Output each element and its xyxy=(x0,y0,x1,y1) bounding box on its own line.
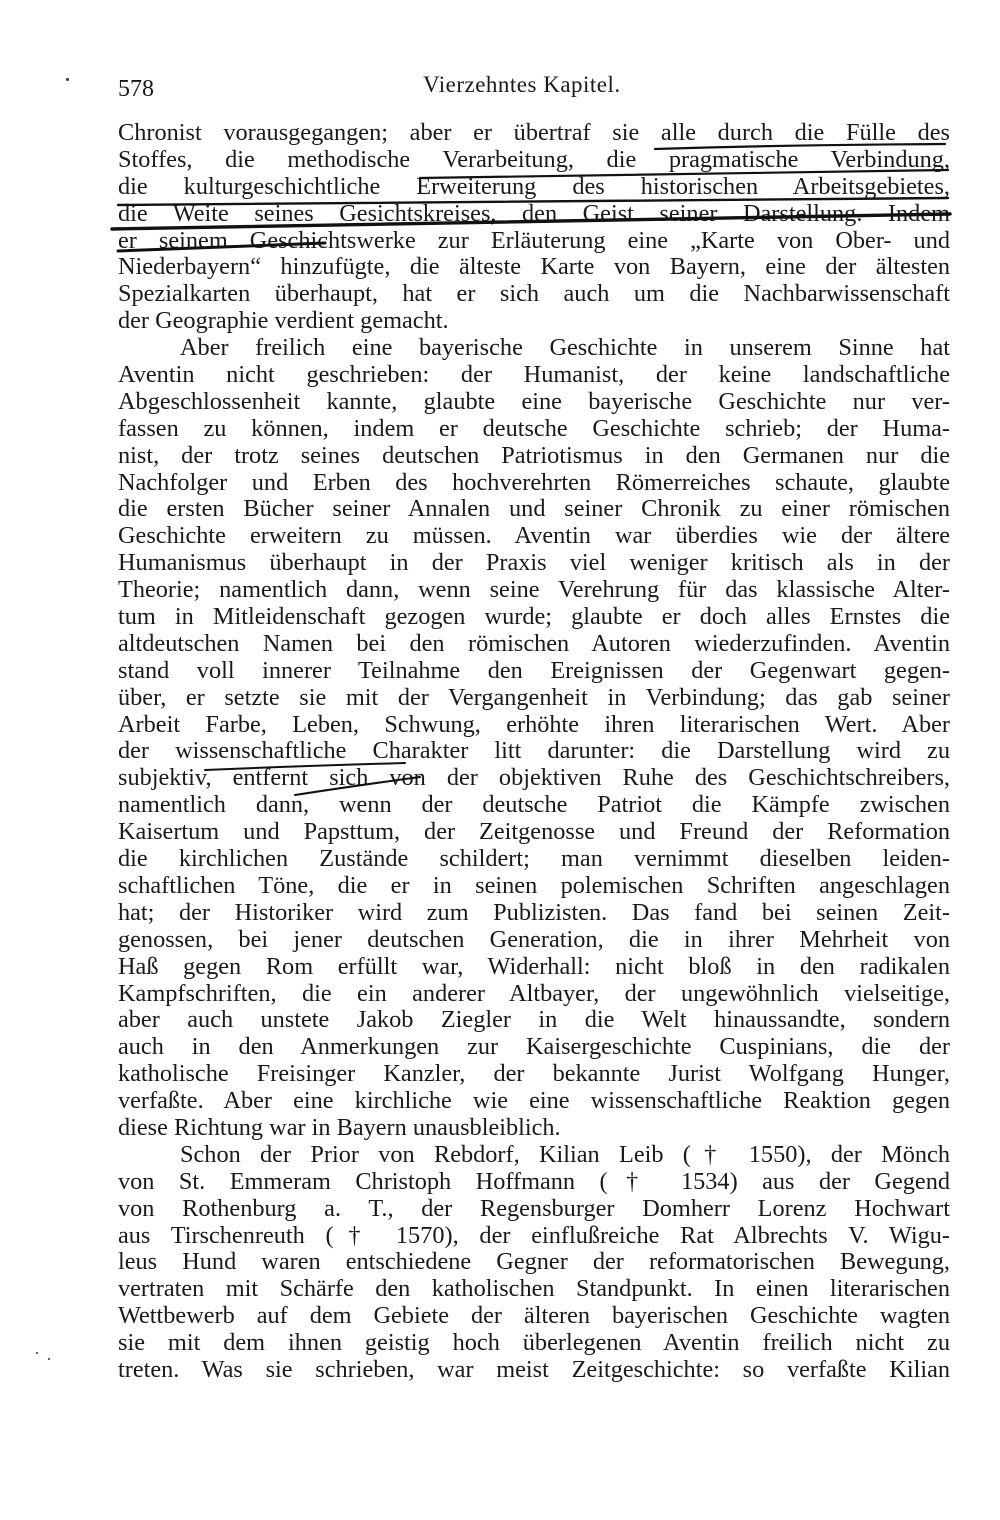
text-line: namentlich dann, wenn der deutsche Patriot die Kämpfe zwischen xyxy=(118,791,950,819)
text-line: genossen, bei jener deutschen Generation, die in ihrer Mehrheit von xyxy=(118,925,950,953)
text-line: Abgeschlossenheit kannte, glaubte eine bayerische Geschichte nur ver- xyxy=(118,387,950,415)
scan-speck xyxy=(36,1352,38,1354)
page-header xyxy=(118,72,948,106)
text-line: Kampfschriften, die ein anderer Altbayer, der ungewöhnlich vielseitige, xyxy=(118,979,950,1007)
text-line: tum in Mitleidenschaft gezogen wurde; glaubte er doch alles Ernstes die xyxy=(118,603,950,631)
text-line: die ersten Bücher seiner Annalen und seiner Chronik zu einer römischen xyxy=(118,495,950,523)
text-line: Aber freilich eine bayerische Geschichte in unserem Sinne hat xyxy=(180,334,950,362)
text-line: sie mit dem ihnen geistig hoch überlegenen Aventin freilich nicht zu xyxy=(118,1329,950,1357)
text-line: aber auch unstete Jakob Ziegler in die Welt hinaussandte, sondern xyxy=(118,1006,950,1034)
text-line: fassen zu können, indem er deutsche Geschichte schrieb; der Huma- xyxy=(118,414,950,442)
text-line: die Weite seines Gesichtskreises, den Geist seiner Darstellung. Indem xyxy=(118,199,950,227)
text-line: subjektiv, entfernt sich von der objektiven Ruhe des Geschichtschreibers, xyxy=(118,764,950,792)
text-line: aus Tirschenreuth († 1570), der einflußreiche Rat Albrechts V. Wigu- xyxy=(118,1221,950,1249)
text-line: Theorie; namentlich dann, wenn seine Verehrung für das klassische Alter- xyxy=(118,576,950,604)
text-line: verfaßte. Aber eine kirchliche wie eine wissenschaftliche Reaktion gegen xyxy=(118,1087,950,1115)
running-title: Vierzehntes Kapitel. xyxy=(423,72,621,97)
scan-speck xyxy=(48,1358,50,1360)
text-line: Schon der Prior von Rebdorf, Kilian Leib († 1550), der Mönch xyxy=(180,1140,950,1168)
text-line: Stoffes, die methodische Verarbeitung, die pragmatische Verbindung, xyxy=(118,145,950,173)
body-text xyxy=(118,120,950,1384)
text-line: von Rothenburg a. T., der Regensburger Domherr Lorenz Hochwart xyxy=(118,1194,950,1222)
text-line: er seinem Geschichtswerke zur Erläuterung eine „Karte von Ober- und xyxy=(118,226,950,254)
text-line: Arbeit Farbe, Leben, Schwung, erhöhte ihren literarischen Wert. Aber xyxy=(118,710,950,738)
text-line: Nachfolger und Erben des hochverehrten Römerreiches schaute, glaubte xyxy=(118,468,950,496)
text-line: leus Hund waren entschiedene Gegner der reformatorischen Bewegung, xyxy=(118,1248,950,1276)
text-line: katholische Freisinger Kanzler, der bekannte Jurist Wolfgang Hunger, xyxy=(118,1060,950,1088)
text-line: Chronist vorausgegangen; aber er übertraf sie alle durch die Fülle des xyxy=(118,119,950,146)
text-line: von St. Emmeram Christoph Hoffmann († 1534) aus der Gegend xyxy=(118,1167,950,1195)
text-line: stand voll innerer Teilnahme den Ereignissen der Gegenwart gegen- xyxy=(118,656,950,684)
text-line: über, er setzte sie mit der Vergangenheit in Verbindung; das gab seiner xyxy=(118,683,950,711)
text-line: diese Richtung war in Bayern unausbleiblich. xyxy=(118,1113,561,1141)
text-line: vertraten mit Schärfe den katholischen Standpunkt. In einen literarischen xyxy=(118,1275,950,1303)
page-number: 578 xyxy=(118,76,154,102)
text-line: Kaisertum und Papsttum, der Zeitgenosse und Freund der Reformation xyxy=(118,818,950,846)
text-line: der Geographie verdient gemacht. xyxy=(118,307,449,335)
text-line: Geschichte erweitern zu müssen. Aventin war überdies wie der ältere xyxy=(118,522,950,550)
text-line: hat; der Historiker wird zum Publizisten. Das fand bei seinen Zeit- xyxy=(118,898,950,926)
text-line: auch in den Anmerkungen zur Kaisergeschichte Cuspinians, die der xyxy=(118,1033,950,1061)
text-line: Niederbayern“ hinzufügte, die älteste Karte von Bayern, eine der ältesten xyxy=(118,253,950,281)
text-line: Wettbewerb auf dem Gebiete der älteren bayerischen Geschichte wagten xyxy=(118,1302,950,1330)
text-line: Aventin nicht geschrieben: der Humanist, der keine landschaftliche xyxy=(118,361,950,389)
text-line: schaftlichen Töne, die er in seinen polemischen Schriften angeschlagen xyxy=(118,871,950,899)
text-line: der wissenschaftliche Charakter litt darunter: die Darstellung wird zu xyxy=(118,737,950,765)
text-line: Humanismus überhaupt in der Praxis viel weniger kritisch als in der xyxy=(118,549,950,577)
text-line: die kulturgeschichtliche Erweiterung des historischen Arbeitsgebietes, xyxy=(118,172,950,200)
text-line: Spezialkarten überhaupt, hat er sich auch um die Nachbarwissenschaft xyxy=(118,280,950,308)
text-line: Haß gegen Rom erfüllt war, Widerhall: nicht bloß in den radikalen xyxy=(118,952,950,980)
text-line: nist, der trotz seines deutschen Patriotismus in den Germanen nur die xyxy=(118,441,950,469)
text-line: treten. Was sie schrieben, war meist Zeitgeschichte: so verfaßte Kilian xyxy=(118,1355,950,1383)
text-line: die kirchlichen Zustände schildert; man vernimmt dieselben leiden- xyxy=(118,845,950,873)
text-line: altdeutschen Namen bei den römischen Autoren wiederzufinden. Aventin xyxy=(118,629,950,657)
scan-speck xyxy=(66,78,69,81)
